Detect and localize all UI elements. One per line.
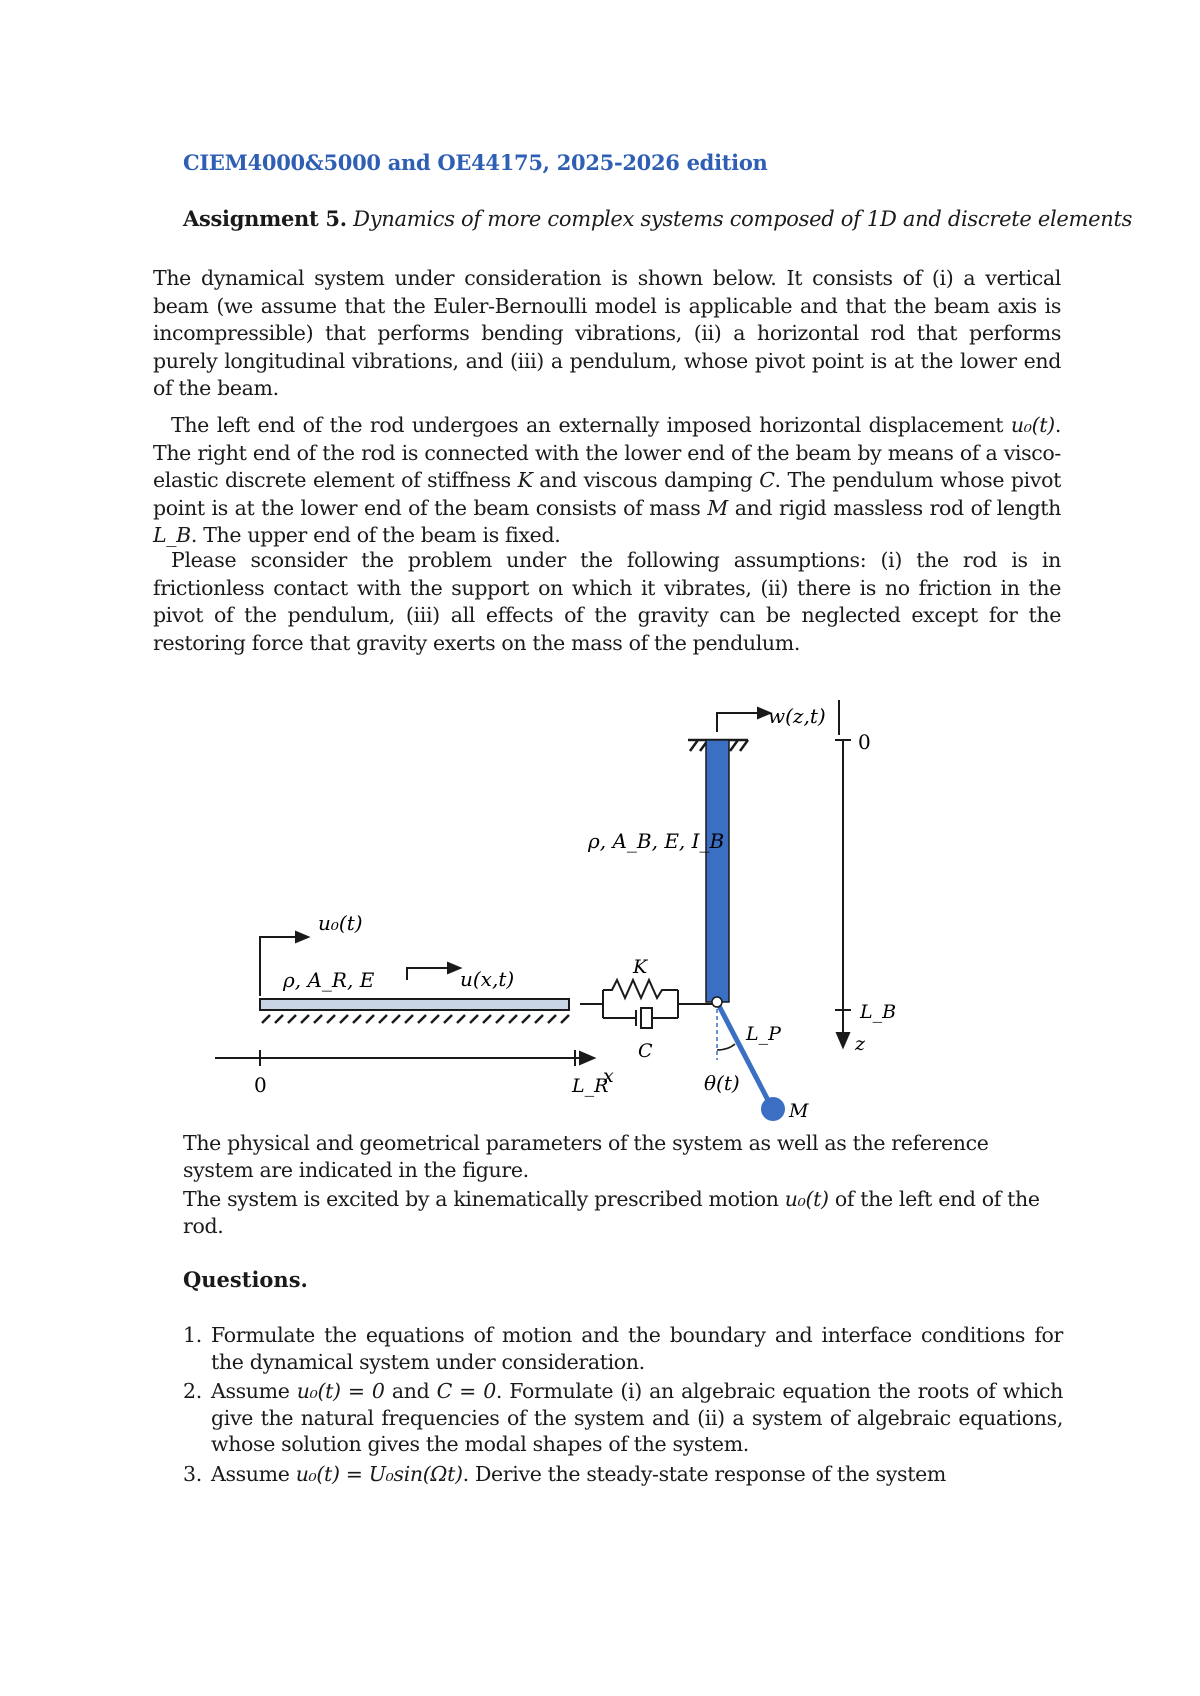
assignment-label: Assignment 5.	[183, 206, 347, 231]
questions-heading: Questions.	[183, 1267, 308, 1292]
para2-text-1: The left end of the rod undergoes an externally imposed horizontal displacement	[171, 413, 1011, 437]
z-axis	[835, 740, 851, 1047]
w-displacement-arrow	[717, 708, 770, 732]
question-text: . Derive the steady-state response of the system	[462, 1461, 946, 1486]
questions-list	[183, 1322, 1063, 1490]
u-label: u(x,t)	[460, 967, 515, 991]
para2-text-2: . The right end of the rod is connected with the lower end of the beam by means of a visco-elastic discrete element of stiffness	[153, 413, 1061, 492]
question-text: . Formulate (i) an algebraic equation the roots of which give the natural frequencies of the system and (ii) a system of algebraic equations, whose solution gives the modal shapes of the system.	[211, 1379, 1063, 1456]
para2-math-m: M	[707, 495, 728, 520]
assignment-heading	[183, 206, 1132, 231]
course-header: CIEM4000&5000 and OE44175, 2025-2026 edition	[183, 150, 768, 175]
para2-math-lb: L_B	[153, 523, 191, 547]
para2-text-3: and viscous damping	[532, 468, 760, 492]
theta-arc	[717, 1044, 735, 1050]
visco-elastic-element	[580, 980, 712, 1028]
z-axis-label: z	[855, 1033, 866, 1055]
question-text: Assume	[211, 1379, 297, 1403]
pendulum-mass	[761, 1097, 785, 1121]
rod-properties-label: ρ, A_R, E	[283, 968, 375, 992]
w-label: w(z,t)	[768, 704, 826, 728]
para2-text-5: and rigid massless rod of length	[727, 495, 1061, 520]
u-arrow	[407, 963, 460, 980]
question-math: u₀(t) = U₀sin(Ωt)	[295, 1461, 463, 1486]
question-math: u₀(t) = 0	[296, 1379, 385, 1403]
lp-label: L_P	[746, 1023, 781, 1045]
caption2-text-2: of the left end of the rod.	[183, 1187, 1040, 1238]
para2-math-k: K	[517, 468, 533, 492]
list-item	[183, 1378, 1063, 1458]
u0-label: u₀(t)	[318, 911, 363, 935]
question-number: 3.	[183, 1461, 202, 1486]
para2-math-u0: u₀(t)	[1010, 413, 1055, 437]
beam-properties-label: ρ, A_B, E, I_B	[588, 829, 725, 853]
assignment-title: Dynamics of more complex systems composed of 1D and discrete elements	[353, 207, 1133, 231]
c-label: C	[638, 1040, 653, 1062]
theta-label: θ(t)	[704, 1071, 740, 1095]
list-item	[183, 1322, 1063, 1375]
question-text: Formulate the equations of motion and the boundary and interface conditions for the dynamical system under consideration.	[211, 1323, 1063, 1374]
para2-math-c: C	[759, 468, 775, 492]
x-zero-label: 0	[254, 1073, 267, 1097]
caption2-math-u0: u₀(t)	[784, 1187, 829, 1211]
list-item	[183, 1461, 1063, 1488]
pendulum-pivot	[712, 997, 722, 1007]
question-text: and	[384, 1379, 437, 1403]
vertical-beam	[706, 740, 729, 1002]
horizontal-rod	[260, 999, 569, 1010]
assumptions-paragraph: Please sconsider the problem under the following assumptions: (i) the rod is in frictionless contact with the support on which it vibrates, (ii) there is no friction in the pivot of the pendulum, (iii) all effects of the gravity can be neglected except for the restoring force that gravity exerts on the mass of the pendulum.	[153, 548, 1061, 655]
spring	[603, 980, 678, 998]
figure-caption: The physical and geometrical parameters of the system as well as the reference system are indicated in the figure.	[183, 1131, 989, 1182]
question-number: 1.	[183, 1323, 202, 1347]
z-zero-label: 0	[858, 730, 871, 754]
caption2-text-1: The system is excited by a kinematically prescribed motion	[183, 1187, 785, 1211]
question-math: C = 0	[436, 1379, 496, 1403]
rod-support-hatch	[262, 1015, 569, 1023]
intro-paragraph: The dynamical system under consideration is shown below. It consists of (i) a vertical beam (we assume that the Euler-Bernoulli model is applicable and that the beam axis is incompressible) that performs bending vibrations, (ii) a horizontal rod that performs purely longitudinal vibrations, and (iii) a pendulum, whose pivot point is at the lower end of the beam.	[153, 266, 1061, 400]
para2-text-6: . The upper end of the beam is fixed.	[190, 523, 561, 547]
excitation-caption	[183, 1186, 1063, 1240]
description-paragraph	[153, 412, 1061, 550]
mass-label: M	[789, 1100, 809, 1122]
x-axis	[215, 1050, 594, 1066]
lb-label: L_B	[860, 1001, 897, 1023]
k-label: K	[633, 956, 648, 978]
lr-label: L_R	[572, 1075, 609, 1097]
x-axis-label: x	[603, 1065, 614, 1087]
question-number: 2.	[183, 1379, 202, 1403]
para2-text-4: . The pendulum whose pivot point is at the lower end of the beam consists of mass	[153, 468, 1061, 520]
system-diagram	[0, 690, 1200, 1130]
question-text: Assume	[211, 1461, 296, 1486]
